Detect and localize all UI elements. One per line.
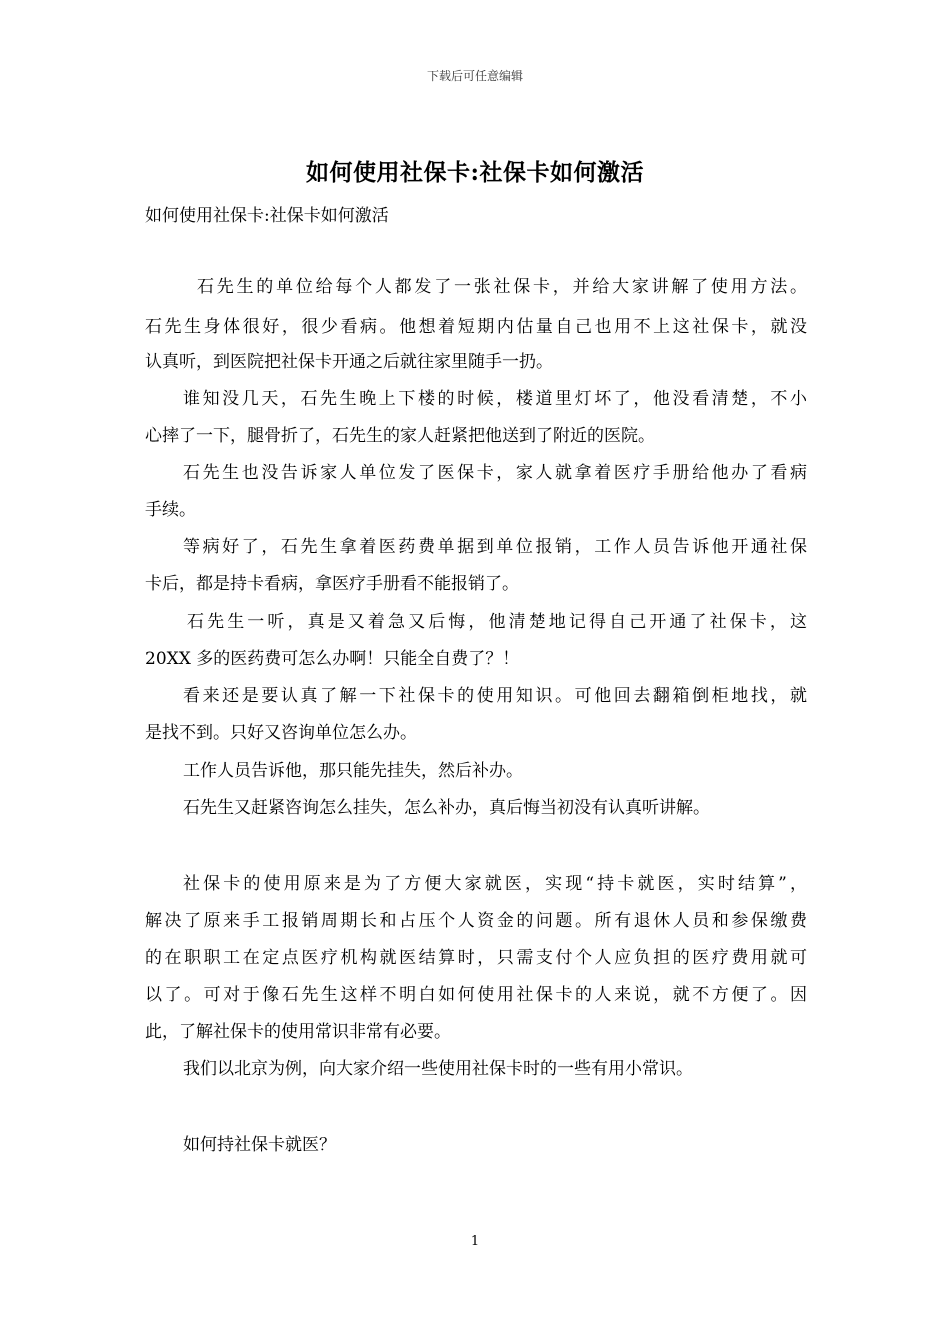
text-line: 石先生的单位给每个人都发了一张社保卡，并给大家讲解了使用方法。: [197, 277, 807, 297]
text-line: 看来还是要认真了解一下社保卡的使用知识。可他回去翻箱倒柜地找，就: [183, 686, 807, 706]
text-line: 此，了解社保卡的使用常识非常有必要。: [145, 1022, 451, 1042]
header-note: 下载后可任意编辑: [426, 69, 523, 83]
text-line: 我们以北京为例，向大家介绍一些使用社保卡时的一些有用小常识。: [183, 1059, 693, 1079]
text-line: 石先生也没告诉家人单位发了医保卡，家人就拿着医疗手册给他办了看病: [183, 463, 807, 483]
text-line: 以了。可对于像石先生这样不明白如何使用社保卡的人来说，就不方便了。因: [145, 985, 807, 1005]
text-line: 20XX 多的医药费可怎么办啊！只能全自费了？！: [145, 649, 520, 669]
text-line: 石先生又赶紧咨询怎么挂失，怎么补办，真后悔当初没有认真听讲解。: [183, 798, 710, 818]
text-line: 的在职职工在定点医疗机构就医结算时，只需支付个人应负担的医疗费用就可: [145, 948, 807, 968]
text-line: 解决了原来手工报销周期长和占压个人资金的问题。所有退休人员和参保缴费: [145, 911, 807, 931]
text-line: 手续。: [145, 500, 196, 520]
section-heading: 如何持社保卡就医？: [183, 1135, 336, 1155]
text-line: 石先生一听，真是又着急又后悔，他清楚地记得自己开通了社保卡，这: [187, 612, 807, 632]
text-line: 是找不到。只好又咨询单位怎么办。: [145, 723, 417, 743]
text-line: 谁知没几天，石先生晚上下楼的时候，楼道里灯坏了，他没看清楚，不小: [183, 389, 807, 409]
document-subtitle: 如何使用社保卡:社保卡如何激活: [145, 206, 389, 226]
page-number: 1: [470, 1234, 480, 1249]
text-line: 石先生身体很好，很少看病。他想着短期内估量自己也用不上这社保卡，就没: [145, 317, 807, 337]
text-line: 心摔了一下，腿骨折了，石先生的家人赶紧把他送到了附近的医院。: [145, 426, 655, 446]
document-title: 如何使用社保卡:社保卡如何激活: [306, 159, 644, 186]
text-line: 工作人员告诉他，那只能先挂失，然后补办。: [183, 761, 523, 781]
text-line: 社保卡的使用原来是为了方便大家就医，实现“持卡就医，实时结算”，: [183, 874, 807, 894]
text-line: 等病好了，石先生拿着医药费单据到单位报销，工作人员告诉他开通社保: [183, 537, 807, 557]
text-line: 卡后，都是持卡看病，拿医疗手册看不能报销了。: [145, 574, 519, 594]
text-line: 认真听，到医院把社保卡开通之后就往家里随手一扔。: [145, 352, 553, 372]
